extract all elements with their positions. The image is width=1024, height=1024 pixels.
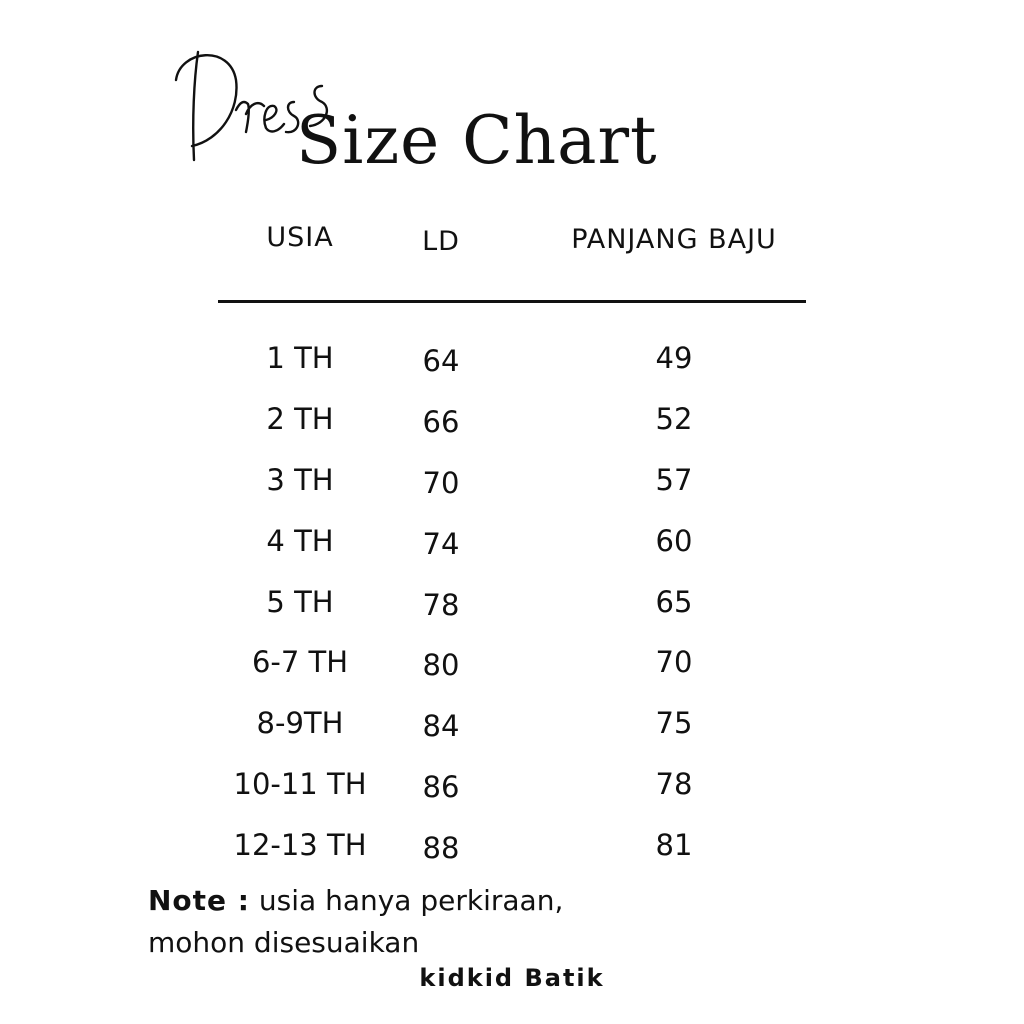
- cell-ld: 70: [422, 466, 460, 500]
- brand-name: kidkid Batik: [419, 964, 605, 992]
- column-header-panjang-baju: PANJANG BAJU: [571, 224, 777, 255]
- note: [148, 880, 563, 964]
- table-row: [0, 524, 1024, 564]
- cell-ld: 84: [422, 709, 460, 743]
- table-row: [0, 463, 1024, 503]
- cell-panjang-baju: 78: [655, 767, 693, 801]
- cell-usia: 6-7 TH: [251, 645, 349, 679]
- cell-ld: 64: [422, 344, 460, 378]
- cell-usia: 8-9TH: [256, 706, 344, 740]
- cell-ld: 74: [422, 527, 460, 561]
- cell-usia: 5 TH: [266, 585, 334, 619]
- table-row: [0, 706, 1024, 746]
- cell-usia: 2 TH: [266, 402, 334, 436]
- note-label: Note :: [148, 884, 250, 917]
- table-row: [0, 402, 1024, 442]
- table-row: [0, 585, 1024, 625]
- cell-usia: 10-11 TH: [233, 767, 367, 801]
- note-text-line2: mohon disesuaikan: [148, 926, 420, 959]
- cell-panjang-baju: 75: [655, 706, 693, 740]
- column-header-usia: USIA: [266, 222, 334, 253]
- cell-usia: 1 TH: [266, 341, 334, 375]
- note-text-line1: usia hanya perkiraan,: [258, 884, 564, 917]
- cell-panjang-baju: 60: [655, 524, 693, 558]
- cell-panjang-baju: 49: [655, 341, 693, 375]
- page-title: Size Chart: [296, 102, 658, 179]
- cell-ld: 88: [422, 831, 460, 865]
- header-divider: [218, 300, 806, 303]
- cell-panjang-baju: 70: [655, 645, 693, 679]
- table-row: [0, 341, 1024, 381]
- cell-panjang-baju: 81: [655, 828, 693, 862]
- cell-usia: 4 TH: [266, 524, 334, 558]
- column-header-ld: LD: [422, 226, 460, 257]
- cell-panjang-baju: 65: [655, 585, 693, 619]
- cell-ld: 78: [422, 588, 460, 622]
- cell-panjang-baju: 52: [655, 402, 693, 436]
- table-row: [0, 828, 1024, 868]
- cell-ld: 80: [422, 648, 460, 682]
- table-row: [0, 645, 1024, 685]
- cell-ld: 66: [422, 405, 460, 439]
- cell-usia: 3 TH: [266, 463, 334, 497]
- cell-panjang-baju: 57: [655, 463, 693, 497]
- cell-ld: 86: [422, 770, 460, 804]
- cell-usia: 12-13 TH: [233, 828, 367, 862]
- table-row: [0, 767, 1024, 807]
